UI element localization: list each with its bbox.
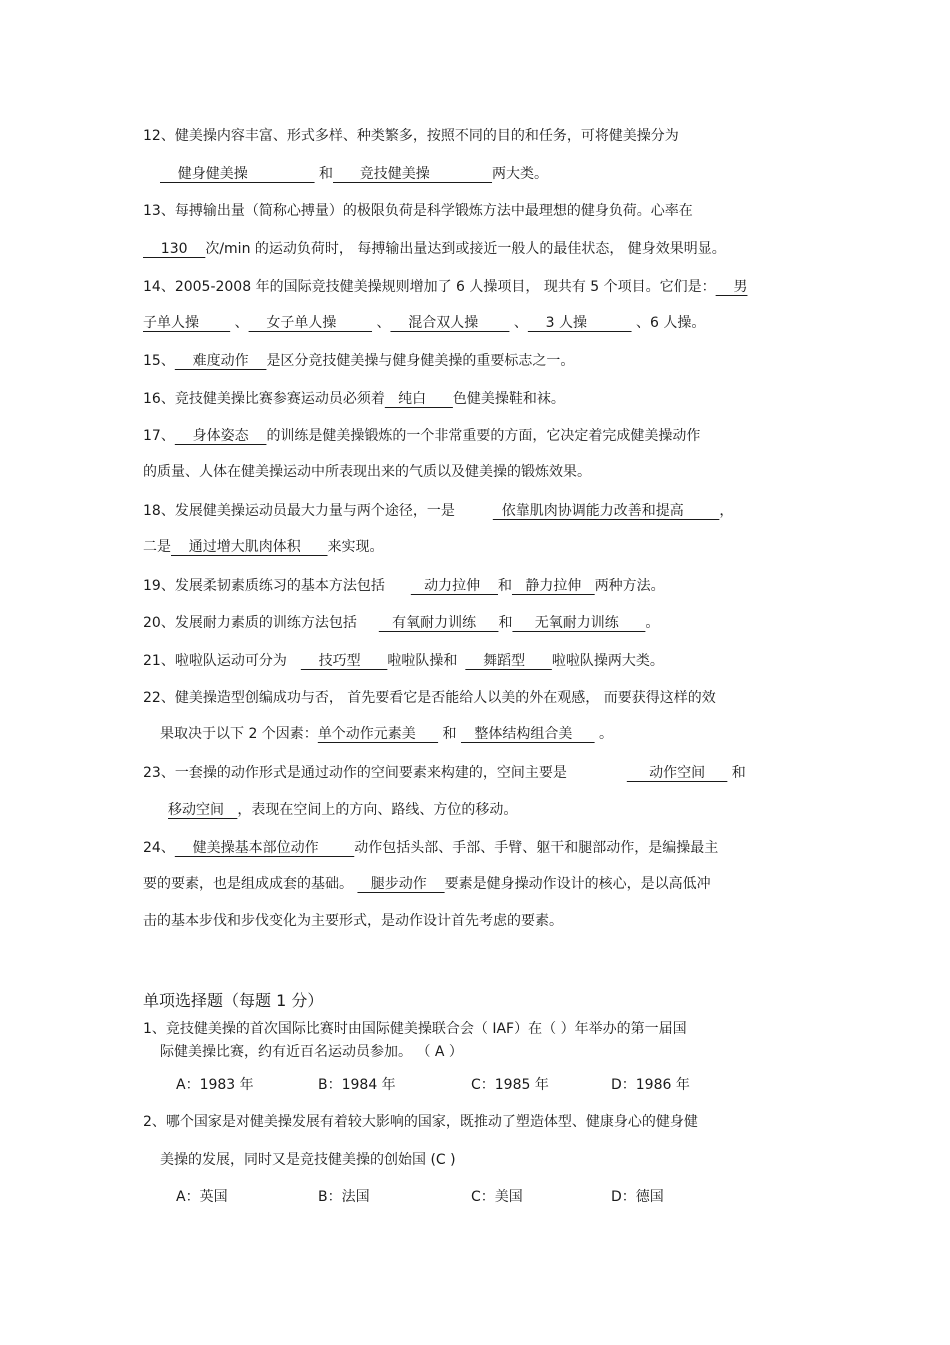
text: ，表现在空间上的方向、路线、方位的移动。 (237, 802, 518, 818)
text: 色健美操鞋和袜。 (452, 391, 565, 407)
text: 和 (497, 578, 512, 594)
q24-line1 (143, 838, 718, 858)
text: 、6 人操。 (631, 315, 706, 331)
blank-answer: 动力拉伸 (410, 578, 498, 594)
q22-line2 (160, 724, 613, 744)
mc1-option-d: D：1986 年 (611, 1077, 690, 1093)
q16-line (143, 389, 565, 409)
blank-answer: 3 人操 (527, 315, 632, 331)
blank-answer: 子单人操 (143, 315, 231, 331)
q23-line2 (168, 800, 517, 820)
mc2-option-d: D：德国 (611, 1189, 664, 1205)
text: 、 (509, 315, 528, 331)
q15-line (143, 351, 574, 371)
text: 19、发展柔韧素质练习的基本方法包括 (143, 578, 385, 594)
text: 和 (438, 726, 461, 742)
text: 。 (645, 615, 660, 631)
text: 啦啦队操和 (387, 653, 458, 669)
text: ， (719, 503, 734, 519)
q20-line (143, 613, 659, 633)
mc2-option-a: A：英国 (176, 1189, 228, 1205)
blank-answer: 130 (143, 241, 206, 257)
q14-line2 (143, 313, 705, 333)
blank-answer: 健身健美操 (160, 166, 315, 182)
blank-answer: 单个动作元素美 (317, 726, 439, 742)
text: 17、 (143, 428, 175, 444)
blank-answer: 混合双人操 (390, 315, 510, 331)
text: 要的要素，也是组成成套的基础。 (143, 876, 358, 892)
mc2-option-c: C：美国 (471, 1189, 523, 1205)
q19-line (143, 576, 665, 596)
blank-answer: 竞技健美操 (333, 166, 493, 182)
blank-answer: 静力拉伸 (511, 578, 595, 594)
q24-line2 (143, 874, 711, 894)
q18-line1 (143, 501, 733, 521)
text: 和 (314, 166, 334, 182)
blank-answer: 有氧耐力训练 (378, 615, 499, 631)
text: 果取决于以下 2 个因素： (160, 726, 318, 742)
mc2-option-b: B：法国 (318, 1189, 370, 1205)
q14-line1 (143, 277, 747, 297)
text: 21、啦啦队运动可分为 (143, 653, 287, 669)
blank-answer: 舞蹈型 (465, 653, 552, 669)
text: 要素是健身操动作设计的核心，是以高低冲 (444, 876, 711, 892)
text: 啦啦队操两大类。 (551, 653, 664, 669)
text: 15、 (143, 353, 175, 369)
mc2-line2: 美操的发展，同时又是竞技健美操的创始国 (C ) (160, 1152, 456, 1168)
section-title: 单项选择题（每题 1 分） (143, 991, 324, 1010)
q21-line (143, 651, 664, 671)
q17-line1 (143, 426, 700, 446)
text: 、 (372, 315, 391, 331)
text: 16、竞技健美操比赛参赛运动员必须着 (143, 391, 385, 407)
q24-line3: 击的基本步伐和步伐变化为主要形式，是动作设计首先考虑的要素。 (143, 913, 563, 929)
q12-line2 (160, 164, 548, 184)
blank-answer: 通过增大肌肉体积 (171, 539, 328, 555)
blank-answer: 男 (715, 279, 748, 295)
q23-line1 (143, 763, 746, 783)
mc1-option-c: C：1985 年 (471, 1077, 549, 1093)
text: 的训练是健美操锻炼的一个非常重要的方面，它决定着完成健美操动作 (266, 428, 701, 444)
mc1-line1: 1、竞技健美操的首次国际比赛时由国际健美操联合会（ IAF）在（ ）年举办的第一届国 (143, 1021, 687, 1037)
text: 两大类。 (492, 166, 549, 182)
blank-answer: 身体姿态 (174, 428, 267, 444)
text: 、 (230, 315, 249, 331)
q13-line2 (143, 239, 726, 259)
text: 来实现。 (327, 539, 384, 555)
blank-answer: 女子单人操 (248, 315, 373, 331)
text: 两种方法。 (594, 578, 665, 594)
mc1-option-b: B：1984 年 (318, 1077, 396, 1093)
mc1-option-a: A：1983 年 (176, 1077, 254, 1093)
q18-line2 (143, 537, 384, 557)
mc1-line2: 际健美操比赛，约有近百名运动员参加。 （ A ） (160, 1044, 463, 1060)
text: 二是 (143, 539, 171, 555)
text: 18、发展健美操运动员最大力量与两个途径，一是 (143, 503, 455, 519)
q22-line1: 22、健美操造型创编成功与否， 首先要看它是否能给人以美的外在观感， 而要获得这样的效 (143, 690, 716, 706)
text: 20、发展耐力素质的训练方法包括 (143, 615, 357, 631)
q13-line1: 13、每搏输出量（简称心搏量）的极限负荷是科学锻炼方法中最理想的健身负荷。心率在 (143, 203, 693, 219)
blank-answer: 依靠肌肉协调能力改善和提高 (492, 503, 720, 519)
blank-answer: 难度动作 (174, 353, 267, 369)
q12-line1: 12、健美操内容丰富、形式多样、种类繁多，按照不同的目的和任务，可将健美操分为 (143, 128, 679, 144)
text: 24、 (143, 840, 175, 856)
text: 和 (498, 615, 513, 631)
blank-answer: 健美操基本部位动作 (174, 840, 355, 856)
blank-answer: 移动空间 (168, 802, 238, 818)
blank-answer: 整体结构组合美 (460, 726, 595, 742)
text: 动作包括头部、手部、手臂、躯干和腿部动作，是编操最主 (354, 840, 719, 856)
text: 14、2005-2008 年的国际竞技健美操规则增加了 6 人操项目， 现共有 5 个项目。它们是： (143, 279, 716, 295)
blank-answer: 技巧型 (300, 653, 388, 669)
q17-line2: 的质量、人体在健美操运动中所表现出来的气质以及健美操的锻炼效果。 (143, 464, 591, 480)
text: 是区分竞技健美操与健身健美操的重要标志之一。 (266, 353, 575, 369)
text: 23、一套操的动作形式是通过动作的空间要素来构建的，空间主要是 (143, 765, 567, 781)
blank-answer: 无氧耐力训练 (512, 615, 646, 631)
blank-answer: 动作空间 (626, 765, 728, 781)
mc2-line1: 2、哪个国家是对健美操发展有着较大影响的国家，既推动了塑造体型、健康身心的健身健 (143, 1114, 698, 1130)
text: 次/min 的运动负荷时， 每搏输出量达到或接近一般人的最佳状态， 健身效果明显。 (205, 241, 726, 257)
blank-answer: 腿步动作 (357, 876, 445, 892)
blank-answer: 纯白 (384, 391, 453, 407)
text: 和 (727, 765, 746, 781)
text: 。 (594, 726, 614, 742)
